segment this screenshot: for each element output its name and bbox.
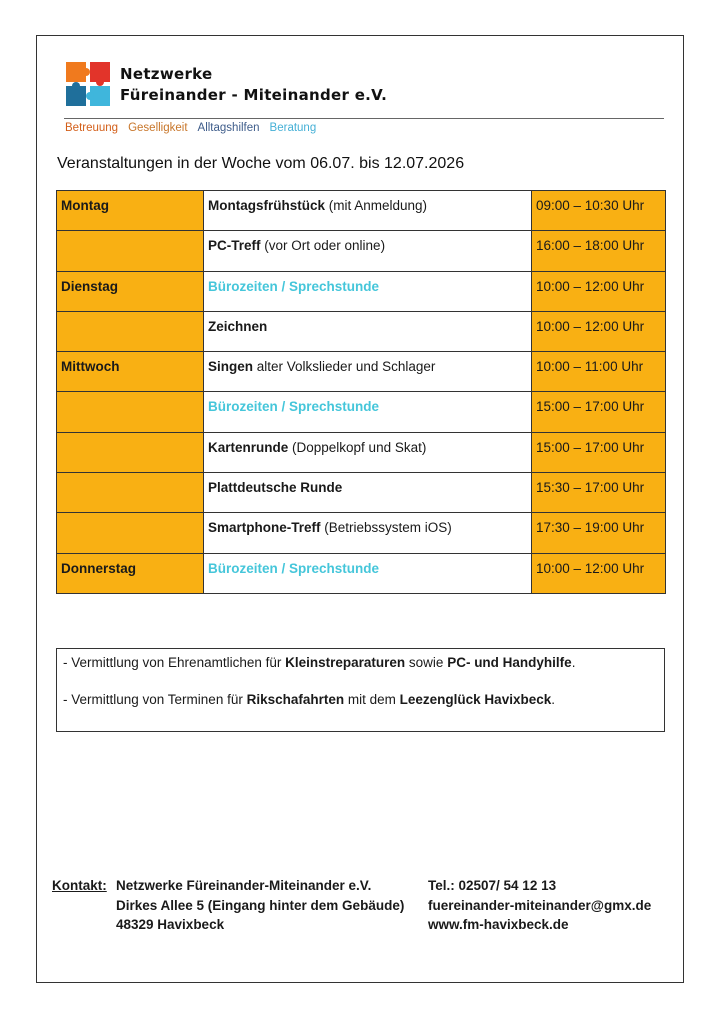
time-cell: 15:00 – 17:00 Uhr — [532, 392, 666, 432]
day-cell — [57, 513, 204, 553]
note-line-1: - Vermittlung von Ehrenamtlichen für Kleinstreparaturen sowie PC- und Handyhilfe. — [63, 655, 576, 670]
org-name-line1: Netzwerke — [120, 65, 213, 83]
table-row — [57, 553, 666, 593]
page-title: Veranstaltungen in der Woche vom 06.07. bis 12.07.2026 — [57, 155, 465, 172]
tagline-item: Betreuung — [65, 122, 119, 134]
event-cell — [204, 473, 532, 513]
event-cell — [204, 271, 532, 311]
day-cell: Dienstag — [57, 271, 204, 311]
contact-details — [428, 876, 651, 935]
event-cell — [204, 432, 532, 472]
event-title: Montagsfrühstück — [208, 198, 326, 213]
schedule-table — [56, 190, 666, 594]
day-cell — [57, 311, 204, 351]
day-cell: Donnerstag — [57, 553, 204, 593]
event-detail: (Betriebssystem iOS) — [320, 520, 452, 536]
event-title: Zeichnen — [208, 318, 268, 334]
event-cell — [204, 352, 532, 392]
contact-label: Kontakt: — [52, 878, 107, 893]
table-row — [57, 513, 666, 553]
table-row — [57, 392, 666, 432]
day-cell — [57, 432, 204, 472]
contact-email[interactable]: fuereinander-miteinander@gmx.de — [428, 897, 652, 913]
tagline-item: Geselligkeit — [128, 122, 188, 134]
tagline — [65, 122, 326, 134]
table-row — [57, 473, 666, 513]
event-title: Bürozeiten / Sprechstunde — [208, 278, 380, 294]
table-row — [57, 191, 666, 231]
time-cell: 15:30 – 17:00 Uhr — [532, 473, 666, 513]
day-cell — [57, 231, 204, 271]
time-cell: 10:00 – 12:00 Uhr — [532, 553, 666, 593]
event-cell — [204, 553, 532, 593]
time-cell: 17:30 – 19:00 Uhr — [532, 513, 666, 553]
time-cell: 15:00 – 17:00 Uhr — [532, 432, 666, 472]
note-line-2: - Vermittlung von Terminen für Rikschafahrten mit dem Leezenglück Havixbeck. — [63, 692, 555, 707]
header-divider — [64, 118, 664, 119]
event-title: Smartphone-Treff — [208, 520, 321, 536]
table-row — [57, 432, 666, 472]
table-row — [57, 271, 666, 311]
time-cell: 09:00 – 10:30 Uhr — [532, 191, 666, 231]
org-name — [120, 64, 387, 106]
event-detail: (mit Anmeldung) — [325, 198, 428, 213]
puzzle-logo-icon — [64, 60, 112, 112]
table-row — [57, 311, 666, 351]
event-cell — [204, 513, 532, 553]
contact-website[interactable]: www.fm-havixbeck.de — [428, 917, 569, 932]
event-detail: alter Volkslieder und Schlager — [253, 359, 436, 375]
day-cell: Montag — [57, 191, 204, 231]
contact-street: Dirkes Allee 5 (Eingang hinter dem Gebäude) — [116, 897, 405, 913]
event-cell — [204, 231, 532, 271]
day-cell — [57, 392, 204, 432]
event-cell — [204, 392, 532, 432]
event-detail: (vor Ort oder online) — [260, 238, 386, 254]
table-row — [57, 231, 666, 271]
event-cell — [204, 311, 532, 351]
event-title: Kartenrunde — [208, 439, 289, 455]
contact-address — [116, 876, 404, 935]
event-title: Bürozeiten / Sprechstunde — [208, 399, 380, 415]
event-title: Bürozeiten / Sprechstunde — [208, 560, 380, 576]
time-cell: 10:00 – 12:00 Uhr — [532, 311, 666, 351]
contact-phone: Tel.: 02507/ 54 12 13 — [428, 878, 557, 893]
event-title: Plattdeutsche Runde — [208, 480, 343, 496]
day-cell: Mittwoch — [57, 352, 204, 392]
tagline-item: Beratung — [269, 122, 317, 134]
time-cell: 10:00 – 12:00 Uhr — [532, 271, 666, 311]
day-cell — [57, 473, 204, 513]
table-row — [57, 352, 666, 392]
time-cell: 16:00 – 18:00 Uhr — [532, 231, 666, 271]
org-name-line2: Füreinander - Miteinander e.V. — [120, 86, 388, 104]
event-title: PC-Treff — [208, 238, 261, 254]
notes-box — [56, 648, 665, 732]
event-cell — [204, 191, 532, 231]
contact-org: Netzwerke Füreinander-Miteinander e.V. — [116, 878, 372, 893]
contact-city: 48329 Havixbeck — [116, 917, 225, 932]
tagline-item: Alltagshilfen — [197, 122, 260, 134]
event-title: Singen — [208, 359, 254, 375]
time-cell: 10:00 – 11:00 Uhr — [532, 352, 666, 392]
event-detail: (Doppelkopf und Skat) — [288, 439, 427, 455]
